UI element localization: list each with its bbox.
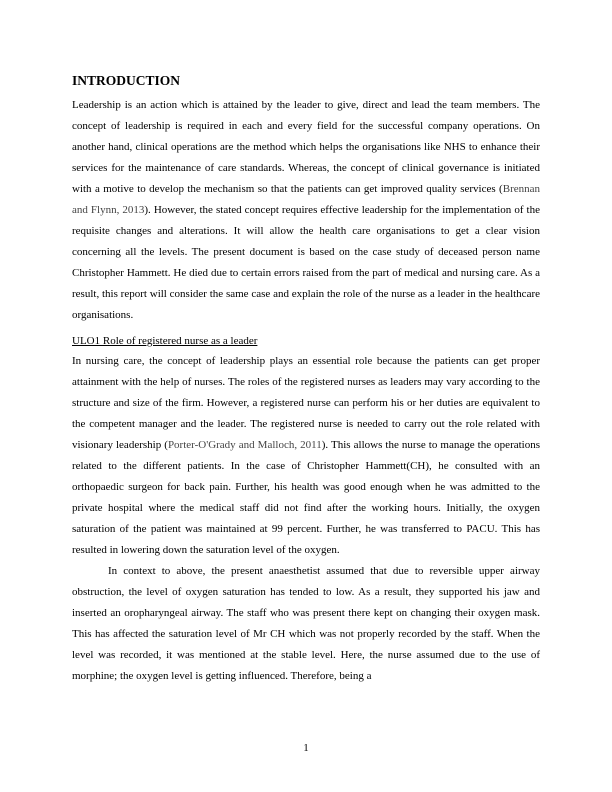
page-number: 1 <box>303 742 309 754</box>
subheading-ulo1 <box>72 331 540 351</box>
intro-text-1: Leadership is an action which is attained by the leader to give, direct and lead the team members. The concept of leadership is required in each and every field for the successful company operations. On another hand, clinical operations are the method which helps the organisations like NHS to enhance their services for the maintenance of care standards. Whereas, the concept of clinical governance is initiated with a motive to develop the mechanism so that the patients can get improved quality services ( <box>72 99 540 195</box>
document-page <box>72 72 540 687</box>
intro-paragraph <box>72 95 540 326</box>
para1-citation: Porter-O'Grady and Malloch, 2011 <box>167 439 322 451</box>
intro-citation: Brennan and Flynn, 2013 <box>72 183 540 216</box>
para1-text-2: ). This allows the nurse to manage the operations related to the different patients. In the case of Christopher Hammett(CH), he consulted with an orthopaedic surgeon for back pain. Further, his health was good enough when he was admitted to the private hospital where the medical staff did not find after the working hours. Initially, the oxygen saturation of the patient was maintained at 99 percent. Further, he was transferred to PACU. This has resulted in lowering down the saturation level of the oxygen. <box>72 439 541 556</box>
heading-introduction: INTRODUCTION <box>72 73 181 88</box>
subheading-text: ULO1 Role of registered nurse as a leader <box>72 335 258 347</box>
intro-text-2: ). However, the stated concept requires effective leadership for the implementation of the requisite changes and alterations. It will allow the health care organisations to get a clear vision concerning all the levels. The present document is based on the case study of deceased person name Christopher Hammett. He died due to certain errors raised from the part of medical and nursing care. As a result, this report will consider the same case and explain the role of the nurse as a leader in the healthcare organisations. <box>72 204 540 321</box>
ulo1-paragraph-2: In context to above, the present anaesthetist assumed that due to reversible upper airway obstruction, the level of oxygen saturation has tended to low. As a result, they supported his jaw and inserted an oropharyngeal airway. The staff who was present there kept on changing their oxygen mask. This has affected the saturation level of Mr CH which was not properly recorded by the staff. When the level was recorded, it was mentioned at the stable level. Here, the nurse assumed due to the use of morphine; the oxygen level is getting influenced. Therefore, being a <box>72 565 540 682</box>
para1-text-1: In nursing care, the concept of leadership plays an essential role because the patients can get proper attainment with the help of nurses. The roles of the registered nurses as leaders may vary according to the structure and size of the firm. However, a registered nurse can perform his or her duties are equivalent to the competent manager and the leader. The registered nurse is needed to carry out the role related with visionary leadership ( <box>72 355 540 451</box>
ulo1-paragraph-1 <box>72 351 540 561</box>
